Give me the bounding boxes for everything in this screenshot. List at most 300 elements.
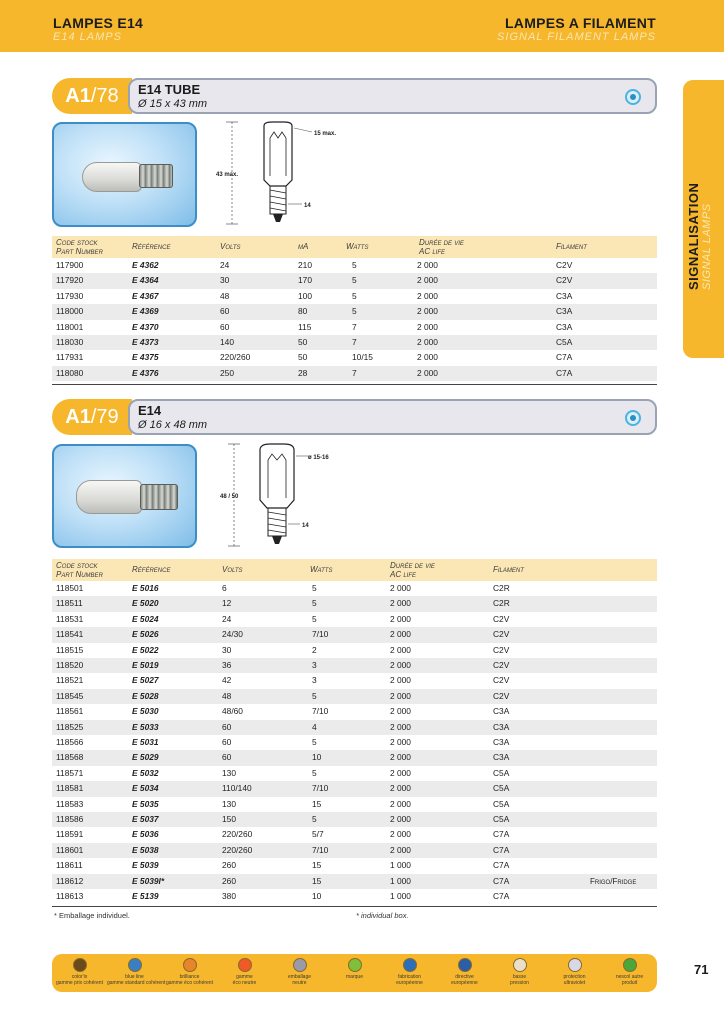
cell-volts: 24/30	[222, 629, 243, 640]
cell-reference: E 5039I*	[132, 875, 165, 886]
cell-code: 118001	[56, 321, 84, 332]
cell-life: 2 000	[417, 290, 438, 301]
legend-label: basse pression	[510, 974, 529, 986]
cell-watts: 15	[312, 860, 322, 871]
col-header-ref: Référence	[132, 565, 171, 574]
legend-label: nescol autre produit	[615, 974, 644, 986]
cell-volts: 60	[222, 752, 232, 763]
cell-filament: C2R	[493, 583, 510, 593]
cell-filament: C7A	[493, 860, 510, 871]
cell-filament: C2R	[493, 598, 510, 609]
cell-code: 118583	[56, 798, 84, 809]
drawing-dim-base: 14	[302, 523, 309, 529]
green-product-icon	[623, 958, 637, 972]
target-icon	[625, 410, 641, 426]
cell-reference: E 5019	[132, 660, 159, 670]
product-title-bar	[128, 399, 657, 435]
cell-volts: 150	[222, 814, 236, 824]
table-row	[52, 612, 657, 627]
low-pressure-icon	[513, 958, 527, 972]
cell-life: 2 000	[390, 814, 411, 824]
cell-volts: 24	[222, 613, 232, 624]
side-tab-subtitle: SIGNAL LAMPS	[701, 203, 713, 290]
cell-code: 118581	[56, 783, 84, 794]
cell-ma: 210	[298, 260, 312, 270]
table-row	[52, 720, 657, 735]
cell-watts: 7/10	[312, 783, 329, 794]
cell-volts: 36	[222, 660, 232, 670]
cell-life: 2 000	[390, 767, 411, 778]
cell-ma: 50	[298, 337, 308, 347]
cell-code: 118571	[56, 767, 84, 778]
cell-watts: 2	[312, 644, 317, 655]
col-header-code: Code stock	[56, 561, 98, 570]
cell-life: 2 000	[417, 306, 438, 317]
cell-code: 117930	[56, 290, 84, 301]
page-number: 71	[694, 962, 709, 977]
table-row	[52, 643, 657, 658]
cell-volts: 30	[220, 275, 230, 286]
cell-watts: 5	[312, 737, 317, 747]
cell-reference: E 5038	[132, 844, 159, 855]
col-header-ma: mA	[298, 242, 309, 251]
cell-life: 2 000	[417, 275, 438, 286]
technical-drawing	[212, 440, 342, 552]
cell-reference: E 5020	[132, 598, 159, 609]
col-header-code-en: Part Number	[56, 570, 103, 579]
table-row	[52, 704, 657, 719]
col-header-life: Durée de vie	[390, 561, 435, 570]
table-row	[52, 627, 657, 642]
cell-life: 2 000	[390, 798, 411, 809]
cell-code: 118501	[56, 583, 84, 593]
cell-code: 118601	[56, 844, 84, 855]
table-row	[52, 827, 657, 842]
cell-code: 118566	[56, 737, 84, 747]
table-row	[52, 766, 657, 781]
legend-item	[107, 958, 166, 986]
cell-watts: 5	[312, 583, 317, 593]
cell-life: 2 000	[417, 260, 438, 270]
cell-reference: E 5036	[132, 829, 159, 840]
cell-volts: 24	[220, 260, 230, 270]
table-row	[52, 689, 657, 704]
cell-reference: E 4376	[132, 367, 159, 378]
cell-filament: C7A	[493, 891, 510, 901]
product-dimensions: Ø 15 x 43 mm	[138, 98, 208, 110]
cell-reference: E 5027	[132, 675, 159, 686]
cell-watts: 7/10	[312, 844, 329, 855]
side-tab-title: SIGNALISATION	[686, 182, 701, 290]
cell-watts: 10/15	[352, 352, 373, 363]
table-row	[52, 874, 657, 889]
col-header-filament: Filament	[556, 242, 587, 251]
table-row	[52, 304, 657, 319]
cell-life: 2 000	[390, 706, 411, 717]
cell-volts: 130	[222, 767, 236, 778]
table-row	[52, 258, 657, 273]
cell-life: 2 000	[390, 583, 411, 593]
cell-code: 118511	[56, 598, 83, 609]
cell-filament: C5A	[493, 798, 510, 809]
cell-filament: C2V	[493, 629, 510, 640]
cell-filament: C3A	[493, 737, 510, 747]
cell-watts: 5	[352, 306, 357, 317]
cell-filament: C3A	[556, 306, 573, 317]
neutral-range-icon	[238, 958, 252, 972]
col-header-life-en: AC life	[419, 247, 446, 256]
cell-watts: 7/10	[312, 706, 329, 717]
cell-code: 118541	[56, 629, 84, 640]
cell-reference: E 4375	[132, 352, 159, 363]
cell-ma: 100	[298, 290, 312, 301]
cell-watts: 15	[312, 798, 322, 809]
table-row	[52, 889, 657, 904]
cell-life: 2 000	[390, 829, 411, 840]
legend-item	[602, 958, 657, 986]
legend-label: marque	[346, 974, 363, 980]
cell-life: 2 000	[390, 613, 411, 624]
table-header	[52, 559, 657, 581]
cell-reference: E 5030	[132, 706, 159, 717]
cell-volts: 60	[222, 721, 232, 732]
header-left	[53, 16, 143, 44]
header-left-title: LAMPES E14	[53, 15, 144, 31]
cell-volts: 60	[220, 321, 230, 332]
cell-volts: 60	[220, 306, 230, 317]
blue-line-icon	[128, 958, 142, 972]
legend-item	[272, 958, 327, 986]
cell-life: 2 000	[417, 367, 438, 378]
bulb-base-icon	[140, 484, 178, 510]
cell-filament: C3A	[556, 321, 573, 332]
cell-code: 118612	[56, 875, 84, 886]
cell-reference: E 4362	[132, 260, 159, 270]
table-row	[52, 596, 657, 611]
col-header-code-en: Part Number	[56, 247, 103, 256]
cell-reference: E 5033	[132, 721, 159, 732]
cell-reference: E 5024	[132, 613, 159, 624]
col-header-life-en: AC life	[390, 570, 417, 579]
product-code-number: /79	[90, 405, 119, 428]
cell-volts: 380	[222, 891, 236, 901]
cell-ma: 28	[298, 367, 308, 378]
cell-watts: 5/7	[312, 829, 324, 840]
legend-label: color'ix gamme prix cohérent	[56, 974, 103, 986]
col-header-ref: Référence	[132, 242, 171, 251]
header-right-subtitle: SIGNAL FILAMENT LAMPS	[497, 31, 656, 43]
legend-label: protection ultraviolet	[563, 974, 586, 986]
legend-bar	[52, 954, 657, 992]
cell-life: 2 000	[390, 737, 411, 747]
cell-watts: 5	[312, 690, 317, 701]
cell-code: 117900	[56, 260, 84, 270]
cell-filament: C3A	[493, 721, 510, 732]
cell-code: 118000	[56, 306, 84, 317]
product-photo	[52, 444, 197, 548]
drawing-dim-height: 48 / 50	[220, 494, 239, 500]
cell-reference: E 5026	[132, 629, 159, 640]
cell-reference: E 4367	[132, 290, 159, 301]
cell-code: 118531	[56, 613, 84, 624]
col-header-code: Code stock	[56, 238, 98, 247]
cell-filament: C2V	[556, 260, 573, 270]
cell-reference: E 5032	[132, 767, 159, 778]
cell-volts: 250	[220, 367, 234, 378]
neutral-pack-icon	[293, 958, 307, 972]
legend-item	[492, 958, 547, 986]
cell-code: 118515	[56, 644, 84, 655]
cell-reference: E 5031	[132, 737, 159, 747]
lamp-cap-icon	[73, 958, 87, 972]
cell-filament: C2V	[493, 690, 510, 701]
cell-life: 2 000	[390, 675, 411, 686]
section-header-a1-79	[52, 399, 657, 435]
cell-volts: 6	[222, 583, 227, 593]
cell-code: 117931	[56, 352, 84, 363]
cell-life: 2 000	[390, 629, 411, 640]
table-body	[52, 581, 657, 904]
cell-filament: C2V	[493, 644, 510, 655]
cell-filament: C2V	[493, 613, 510, 624]
cell-code: 118545	[56, 690, 84, 701]
product-title: E14 TUBE	[138, 82, 201, 97]
cell-reference: E 5029	[132, 752, 159, 763]
cell-life: 2 000	[417, 321, 438, 332]
cell-life: 2 000	[390, 752, 411, 763]
cell-volts: 48/60	[222, 706, 243, 717]
cell-life: 2 000	[417, 352, 438, 363]
table-row	[52, 335, 657, 350]
cell-watts: 7	[352, 337, 357, 347]
cell-reference: E 5035	[132, 798, 159, 809]
legend-label: directive européenne	[451, 974, 478, 986]
legend-item	[162, 958, 217, 986]
table-row	[52, 750, 657, 765]
drawing-dim-top: 15 max.	[314, 131, 337, 137]
cell-volts: 48	[220, 290, 230, 301]
eu-directive-icon	[458, 958, 472, 972]
cell-reference: E 5016	[132, 583, 159, 593]
cell-code: 118561	[56, 706, 84, 717]
col-header-life: Durée de vie	[419, 238, 464, 247]
product-table-a1-79	[52, 559, 657, 909]
legend-label: gamme éco neutre	[232, 974, 257, 986]
cell-volts: 220/260	[222, 844, 253, 855]
cell-life: 1 000	[390, 860, 411, 871]
cell-volts: 130	[222, 798, 236, 809]
cell-filament: C2V	[493, 675, 510, 686]
product-code-badge	[52, 78, 132, 114]
cell-watts: 4	[312, 721, 317, 732]
cell-code: 118586	[56, 814, 84, 824]
footnote-en: * individual box.	[356, 911, 409, 920]
cell-code: 117920	[56, 275, 84, 286]
cell-code: 118591	[56, 829, 84, 840]
target-icon	[625, 89, 641, 105]
legend-item	[547, 958, 602, 986]
cell-reference: E 5022	[132, 644, 159, 655]
cell-volts: 220/260	[222, 829, 253, 840]
drawing-dim-base: 14	[304, 203, 311, 209]
table-row	[52, 797, 657, 812]
eu-made-icon	[403, 958, 417, 972]
col-header-filament: Filament	[493, 565, 524, 574]
header-left-subtitle: E14 LAMPS	[53, 31, 122, 43]
table-divider	[52, 906, 657, 907]
table-row	[52, 858, 657, 873]
header-right-title: LAMPES A FILAMENT	[504, 15, 656, 31]
col-header-volts: Volts	[220, 242, 241, 251]
product-photo	[52, 122, 197, 227]
technical-drawing	[212, 118, 342, 230]
cell-volts: 260	[222, 860, 236, 871]
bulb-glass-icon	[76, 480, 142, 514]
col-header-volts: Volts	[222, 565, 243, 574]
cell-watts: 5	[312, 598, 317, 609]
cell-reference: E 4364	[132, 275, 159, 286]
legend-label: blue line gamme standard cohérent	[107, 974, 166, 986]
table-row	[52, 812, 657, 827]
table-row	[52, 350, 657, 365]
product-code-badge	[52, 399, 132, 435]
cell-code: 118030	[56, 337, 84, 347]
section-header-a1-78	[52, 78, 657, 114]
product-title-bar	[128, 78, 657, 114]
cell-reference: E 4370	[132, 321, 159, 332]
cell-filament: C5A	[493, 783, 510, 794]
table-row	[52, 735, 657, 750]
cell-filament: C5A	[556, 337, 573, 347]
cell-filament: C3A	[493, 706, 510, 717]
cell-watts: 5	[312, 767, 317, 778]
cell-watts: 10	[312, 752, 322, 763]
cell-volts: 220/260	[220, 352, 251, 363]
legend-label: brilliance gamme éco cohérent	[166, 974, 213, 986]
uv-protection-icon	[568, 958, 582, 972]
bulb-glass-icon	[82, 162, 142, 192]
cell-code: 118611	[56, 860, 83, 871]
cell-code: 118525	[56, 721, 84, 732]
legend-item	[437, 958, 492, 986]
cell-reference: E 5139	[132, 891, 159, 901]
product-dimensions: Ø 16 x 48 mm	[138, 419, 208, 431]
col-header-watts: Watts	[310, 565, 333, 574]
footnote-fr: * Emballage individuel.	[54, 911, 130, 920]
product-code-prefix: A1	[65, 84, 91, 107]
header-right	[497, 16, 656, 44]
side-tab-label	[686, 140, 714, 290]
cell-ma: 50	[298, 352, 308, 363]
cell-filament: C7A	[556, 367, 573, 378]
cell-watts: 5	[312, 613, 317, 624]
table-row	[52, 843, 657, 858]
cell-life: 2 000	[390, 644, 411, 655]
product-title: E14	[138, 403, 162, 418]
cell-watts: 3	[312, 675, 317, 686]
bulb-base-icon	[139, 164, 173, 188]
table-row	[52, 289, 657, 304]
product-code-number: /78	[90, 84, 119, 107]
cell-ma: 115	[298, 321, 312, 332]
cell-watts: 10	[312, 891, 322, 901]
product-code-prefix: A1	[65, 405, 91, 428]
legend-item	[382, 958, 437, 986]
cell-reference: E 4369	[132, 306, 159, 317]
cell-reference: E 4373	[132, 337, 159, 347]
cell-filament: C2V	[493, 660, 510, 670]
cell-watts: 7/10	[312, 629, 329, 640]
legend-item	[327, 958, 382, 980]
cell-ma: 170	[298, 275, 312, 286]
cell-reference: E 5037	[132, 814, 159, 824]
cell-filament: C5A	[493, 767, 510, 778]
cell-watts: 5	[352, 260, 357, 270]
legend-item	[217, 958, 272, 986]
col-header-watts: Watts	[346, 242, 369, 251]
cell-volts: 140	[220, 337, 234, 347]
cell-volts: 12	[222, 598, 232, 609]
table-row	[52, 581, 657, 596]
cell-reference: E 5034	[132, 783, 159, 794]
legend-item	[52, 958, 107, 986]
cell-volts: 260	[222, 875, 236, 886]
cell-filament: C7A	[556, 352, 573, 363]
table-header	[52, 236, 657, 258]
cell-watts: 15	[312, 875, 322, 886]
cell-code: 118568	[56, 752, 84, 763]
brand-icon	[348, 958, 362, 972]
cell-volts: 30	[222, 644, 232, 655]
cell-life: 2 000	[390, 721, 411, 732]
cell-filament: C2V	[556, 275, 573, 286]
cell-watts: 3	[312, 660, 317, 670]
cell-volts: 60	[222, 737, 232, 747]
cell-reference: E 5039	[132, 860, 159, 871]
cell-life: 2 000	[390, 690, 411, 701]
cell-life: 2 000	[390, 598, 411, 609]
cell-code: 118613	[56, 891, 84, 901]
cell-filament: C5A	[493, 814, 510, 824]
table-row	[52, 673, 657, 688]
cell-ma: 80	[298, 306, 308, 317]
cell-volts: 110/140	[222, 783, 252, 794]
cell-watts: 7	[352, 321, 357, 332]
table-row	[52, 366, 657, 381]
cell-life: 2 000	[390, 783, 411, 794]
table-divider	[52, 384, 657, 385]
cell-life: 2 000	[390, 844, 411, 855]
brilliance-icon	[183, 958, 197, 972]
legend-label: emballage neutre	[287, 974, 312, 986]
cell-filament: C7A	[493, 875, 510, 886]
table-body	[52, 258, 657, 381]
cell-life: 2 000	[417, 337, 438, 347]
drawing-dim-top: ø 15-16	[308, 455, 329, 461]
cell-watts: 7	[352, 367, 357, 378]
cell-code: 118521	[56, 675, 84, 686]
table-row	[52, 658, 657, 673]
cell-watts: 5	[352, 275, 357, 286]
cell-life: 2 000	[390, 660, 411, 670]
cell-reference: E 5028	[132, 690, 159, 701]
cell-filament: C7A	[493, 844, 510, 855]
cell-life: 1 000	[390, 891, 411, 901]
cell-code: 118080	[56, 367, 84, 378]
table-row	[52, 781, 657, 796]
table-row	[52, 273, 657, 288]
cell-filament: C3A	[556, 290, 573, 301]
